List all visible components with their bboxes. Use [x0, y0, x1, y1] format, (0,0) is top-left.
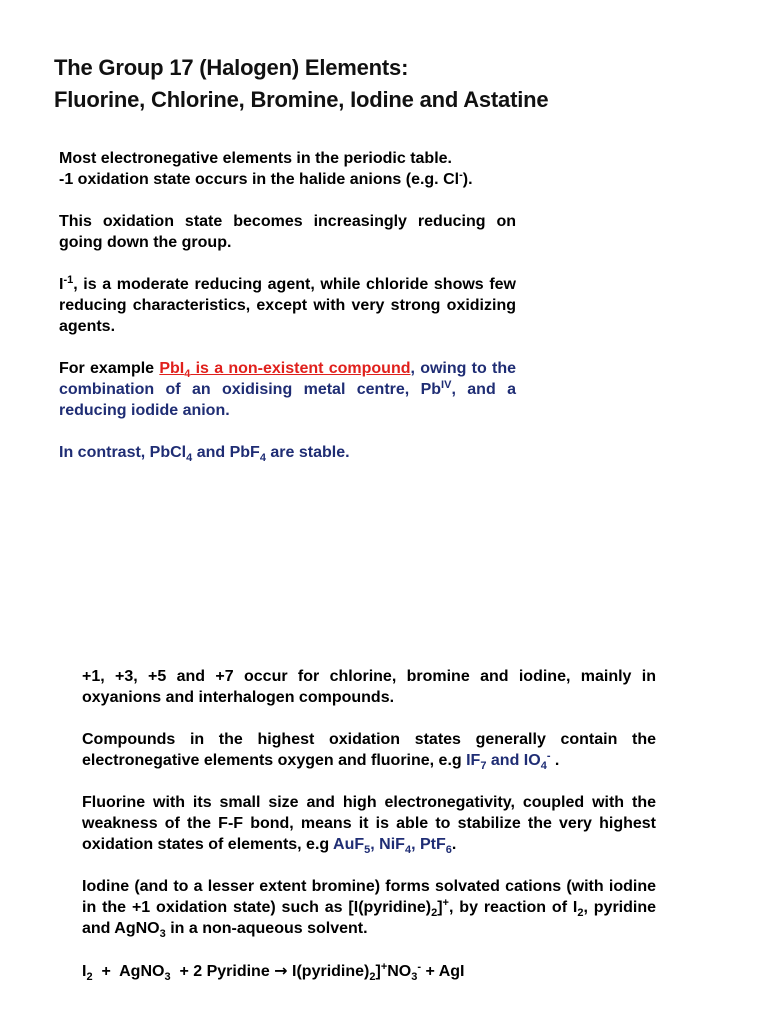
title-line-2: Fluorine, Chlorine, Bromine, Iodine and Astatine: [54, 87, 549, 112]
text-run: I: [82, 963, 87, 980]
subscript: 2: [431, 907, 438, 919]
superscript: -: [459, 169, 463, 181]
subscript: 3: [411, 971, 418, 983]
text-run: and: [486, 752, 524, 769]
text-run: ,: [370, 836, 380, 853]
text-run: In contrast, PbCl: [59, 444, 187, 461]
subscript: 4: [186, 452, 193, 464]
paragraph-fluorine: [82, 792, 656, 855]
text-run: , by reaction of I: [448, 899, 578, 916]
subscript: 3: [164, 971, 171, 983]
superscript: -1: [63, 274, 74, 286]
text-run: I: [59, 276, 64, 293]
text-run: + AgNO: [92, 963, 165, 980]
top-text-block: [59, 148, 516, 463]
reaction-equation: [82, 960, 656, 982]
subscript: 7: [480, 760, 487, 772]
superscript: IV: [441, 379, 452, 391]
formula-if7: [466, 750, 551, 772]
text-run: I(pyridine): [287, 963, 370, 980]
text-line: Most electronegative elements in the periodic table.: [59, 150, 452, 167]
subscript: 2: [577, 907, 584, 919]
text-run: NiF: [379, 836, 405, 853]
paragraph-iodine-cations: [82, 876, 656, 939]
paragraph-iodide: [59, 274, 516, 337]
text-run: , is a moderate reducing agent, while chloride shows few reducing characteristics, except with very strong oxidizing agents.: [59, 276, 516, 335]
text-run: ,: [411, 836, 420, 853]
text-run: , pyridine and AgNO: [82, 899, 657, 937]
subscript: 2: [369, 971, 376, 983]
text-run: is a non-existent compound: [190, 360, 411, 377]
subscript: 2: [86, 971, 93, 983]
text-run: Iodine (and to a lesser extent bromine) forms solvated cations (with iodine in the +1 oxidation state) such as [I(pyridine): [82, 878, 656, 916]
subscript: 5: [364, 844, 371, 856]
highlight-nonexistent-compound: [159, 360, 411, 380]
text-run: Compounds in the highest oxidation states generally contain the electronegative elements oxygen and fluorine, e.g: [82, 731, 656, 769]
superscript: -: [546, 750, 551, 762]
paragraph-example: [59, 358, 516, 421]
slide-title: [54, 52, 734, 116]
paragraph-highest-oxidation-states: [82, 729, 656, 771]
text-run: in a non-aqueous solvent.: [165, 920, 368, 937]
text-run: Fluorine with its small size and high electronegativity, coupled with the weakness of the F-F bond, means it is able to stabilize the very highest oxidation states of elements, e.g: [82, 794, 656, 853]
text-run: IO: [523, 752, 541, 769]
bottom-text-block: [82, 666, 656, 982]
title-line-1: The Group 17 (Halogen) Elements:: [54, 55, 409, 80]
subscript: 4: [184, 368, 191, 380]
paragraph-electronegativity: [59, 148, 516, 190]
text-run: , and a reducing iodide anion.: [59, 381, 516, 419]
text-run: , owing to the combination of an oxidising metal centre, Pb: [59, 360, 517, 398]
subscript: 4: [404, 844, 412, 856]
text-run: ]: [375, 963, 381, 980]
superscript: +: [380, 961, 388, 973]
subscript: 3: [159, 928, 166, 940]
text-run: are stable.: [265, 444, 350, 461]
paragraph-reducing-trend: This oxidation state becomes increasingly reducing on going down the group.: [59, 213, 516, 251]
reaction-arrow-icon: →: [274, 961, 288, 980]
text-run: + 2 Pyridine: [170, 963, 275, 980]
text-run: + AgI: [421, 963, 465, 980]
paragraph-positive-oxidation-states: +1, +3, +5 and +7 occur for chlorine, bromine and iodine, mainly in oxyanions and interhalogen compounds.: [82, 668, 656, 706]
subscript: 6: [445, 844, 452, 856]
text-run: For example: [59, 360, 160, 377]
text-run: NO: [387, 963, 412, 980]
paragraph-contrast: [59, 442, 516, 463]
text-run: .: [451, 836, 457, 853]
superscript: -: [417, 961, 422, 973]
text-run: IF: [466, 752, 481, 769]
text-run: PbI: [159, 360, 185, 377]
text-run: AuF: [333, 836, 365, 853]
subscript: 4: [540, 760, 547, 772]
text-run: -1 oxidation state occurs in the halide anions (e.g. Cl: [59, 171, 460, 188]
text-run: ).: [462, 171, 473, 188]
text-run: ]: [437, 899, 443, 916]
subscript: 4: [259, 452, 266, 464]
text-run: and PbF: [192, 444, 260, 461]
text-line: [59, 169, 516, 190]
formula-list: [333, 836, 452, 856]
text-run: PtF: [419, 836, 446, 853]
superscript: +: [442, 897, 449, 909]
text-run: .: [550, 752, 560, 769]
